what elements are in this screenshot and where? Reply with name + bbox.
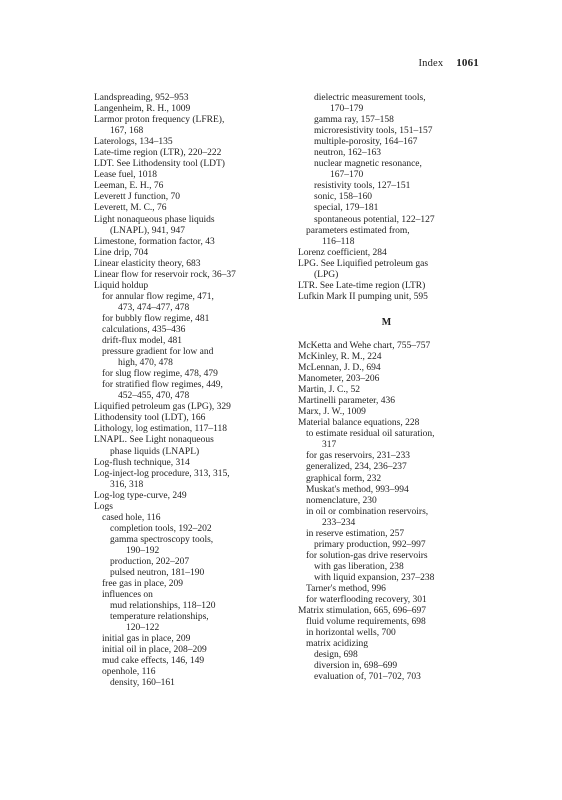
index-subentry: in oil or combination reservoirs, [306, 506, 429, 517]
index-entry: McKetta and Wehe chart, 755–757 [298, 340, 431, 351]
index-subentry: completion tools, 192–202 [110, 523, 212, 534]
section-letter-heading: M [381, 316, 392, 328]
index-entry-continuation: 452–455, 470, 478 [118, 391, 190, 402]
index-entry: Light nonaqueous phase liquids [94, 214, 215, 225]
index-subentry: influences on [102, 590, 153, 601]
index-subentry: resistivity tools, 127–151 [314, 181, 411, 192]
index-subentry: openhole, 116 [102, 667, 156, 678]
index-column-right-bottom [298, 341, 483, 683]
index-subentry: with liquid expansion, 237–238 [314, 572, 435, 583]
index-entry: Limestone, formation factor, 43 [94, 236, 215, 247]
index-subentry: initial gas in place, 209 [102, 634, 191, 645]
index-subentry: for slug flow regime, 478, 479 [102, 369, 218, 380]
index-subentry: for waterflooding recovery, 301 [306, 595, 427, 606]
index-entry: Martinelli parameter, 436 [298, 396, 395, 407]
index-entry: LDT. See Lithodensity tool (LDT) [94, 159, 225, 170]
index-subentry: pulsed neutron, 181–190 [110, 568, 205, 579]
index-subentry: neutron, 162–163 [314, 148, 382, 159]
index-entry: Lease fuel, 1018 [94, 170, 158, 181]
index-subentry: primary production, 992–997 [314, 539, 426, 550]
index-subentry: cased hole, 116 [102, 512, 161, 523]
index-entry: Log-inject-log procedure, 313, 315, [94, 468, 230, 479]
index-subentry: microresistivity tools, 151–157 [314, 126, 433, 137]
index-entry: Lithodensity tool (LDT), 166 [94, 413, 206, 424]
index-entry: Log-log type-curve, 249 [94, 490, 187, 501]
index-entry: Manometer, 203–206 [298, 374, 380, 385]
index-subentry: mud cake effects, 146, 149 [102, 656, 205, 667]
index-entry: Line drip, 704 [94, 247, 149, 258]
index-entry: Liquid holdup [94, 280, 149, 291]
index-entry: Leverett, M. C., 76 [94, 203, 167, 214]
index-entry: Laterologs, 134–135 [94, 137, 173, 148]
index-subentry: graphical form, 232 [306, 473, 382, 484]
index-entry: Logs [94, 501, 113, 512]
index-subentry: nomenclature, 230 [306, 495, 377, 506]
index-entry-continuation: 190–192 [126, 545, 160, 556]
index-entry-continuation: 116–118 [322, 236, 355, 247]
index-column-right-top [298, 93, 483, 303]
index-entry-continuation: 233–234 [322, 517, 356, 528]
index-entry-continuation: 167–170 [330, 170, 364, 181]
index-entry-continuation: 317 [322, 440, 337, 451]
index-subentry: multiple-porosity, 164–167 [314, 137, 418, 148]
index-subentry: diversion in, 698–699 [314, 661, 398, 672]
index-subentry: fluid volume requirements, 698 [306, 617, 426, 628]
index-entry: Leeman, E. H., 76 [94, 181, 164, 192]
index-entry: Lorenz coefficient, 284 [298, 247, 387, 258]
index-subentry: temperature relationships, [110, 612, 209, 623]
index-subentry: special, 179–181 [314, 203, 379, 214]
index-entry: Log-flush technique, 314 [94, 457, 190, 468]
index-entry: Linear elasticity theory, 683 [94, 258, 201, 269]
index-subentry: with gas liberation, 238 [314, 561, 404, 572]
index-subentry: for solution-gas drive reservoirs [306, 550, 428, 561]
index-entry: Liquified petroleum gas (LPG), 329 [94, 402, 231, 413]
index-subentry: Tarner's method, 996 [306, 583, 386, 594]
index-entry-continuation: (LNAPL), 941, 947 [110, 225, 185, 236]
page-number: 1061 [456, 57, 479, 69]
index-subentry: sonic, 158–160 [314, 192, 373, 203]
index-subentry: mud relationships, 118–120 [110, 601, 216, 612]
index-entry: Lufkin Mark II pumping unit, 595 [298, 291, 428, 302]
index-subentry: for annular flow regime, 471, [102, 291, 214, 302]
index-subentry: in horizontal wells, 700 [306, 628, 396, 639]
index-entry: LNAPL. See Light nonaqueous [94, 435, 214, 446]
index-subentry: pressure gradient for low and [102, 347, 214, 358]
index-entry: Linear flow for reservoir rock, 36–37 [94, 269, 236, 280]
running-head-label: Index [418, 58, 444, 69]
index-subentry: for gas reservoirs, 231–233 [306, 451, 410, 462]
index-entry-continuation: 167, 168 [110, 126, 144, 137]
index-entry: Lithology, log estimation, 117–118 [94, 424, 227, 435]
index-entry-continuation: (LPG) [314, 269, 339, 280]
index-subentry: Muskat's method, 993–994 [306, 484, 409, 495]
index-entry: LPG. See Liquified petroleum gas [298, 258, 429, 269]
index-subentry: nuclear magnetic resonance, [314, 159, 422, 170]
index-subentry: for stratified flow regimes, 449, [102, 380, 223, 391]
index-subentry: gamma spectroscopy tools, [110, 534, 214, 545]
index-subentry: spontaneous potential, 122–127 [314, 214, 435, 225]
index-entry: Matrix stimulation, 665, 696–697 [298, 606, 426, 617]
index-entry: Late-time region (LTR), 220–222 [94, 148, 222, 159]
index-subentry: to estimate residual oil saturation, [306, 429, 435, 440]
index-subentry: parameters estimated from, [306, 225, 410, 236]
index-subentry: drift-flux model, 481 [102, 336, 182, 347]
index-subentry: gamma ray, 157–158 [314, 115, 394, 126]
index-entry-continuation: 316, 318 [110, 479, 144, 490]
index-subentry: evaluation of, 701–702, 703 [314, 672, 421, 683]
index-subentry: generalized, 234, 236–237 [306, 462, 407, 473]
index-subentry: dielectric measurement tools, [314, 93, 426, 103]
index-entry: McLennan, J. D., 694 [298, 363, 381, 374]
index-subentry: in reserve estimation, 257 [306, 528, 405, 539]
index-subentry: production, 202–207 [110, 556, 190, 567]
page-header [418, 57, 479, 69]
index-entry-continuation: high, 470, 478 [118, 358, 173, 369]
index-entry: Marx, J. W., 1009 [298, 407, 366, 418]
index-subentry: free gas in place, 209 [102, 579, 183, 590]
index-entry-continuation: phase liquids (LNAPL) [110, 446, 200, 457]
index-entry: Leverett J function, 70 [94, 192, 181, 203]
index-subentry: density, 160–161 [110, 678, 175, 689]
index-entry: Martin, J. C., 52 [298, 385, 361, 396]
index-subentry: initial oil in place, 208–209 [102, 645, 207, 656]
index-column-left [94, 93, 289, 690]
index-entry: Langenheim, R. H., 1009 [94, 104, 191, 115]
index-entry-continuation: 170–179 [330, 104, 364, 115]
index-entry: McKinley, R. M., 224 [298, 351, 382, 362]
index-column-right [298, 93, 483, 683]
index-entry: LTR. See Late-time region (LTR) [298, 280, 426, 291]
index-entry-continuation: 120–122 [126, 623, 160, 634]
index-entry: Material balance equations, 228 [298, 418, 420, 429]
index-subentry: matrix acidizing [306, 639, 368, 650]
index-subentry: design, 698 [314, 650, 358, 661]
index-entry: Larmor proton frequency (LFRE), [94, 115, 225, 126]
index-entry-continuation: 473, 474–477, 478 [118, 302, 190, 313]
index-subentry: for bubbly flow regime, 481 [102, 313, 210, 324]
index-entry: Landspreading, 952–953 [94, 93, 189, 103]
index-subentry: calculations, 435–436 [102, 324, 186, 335]
